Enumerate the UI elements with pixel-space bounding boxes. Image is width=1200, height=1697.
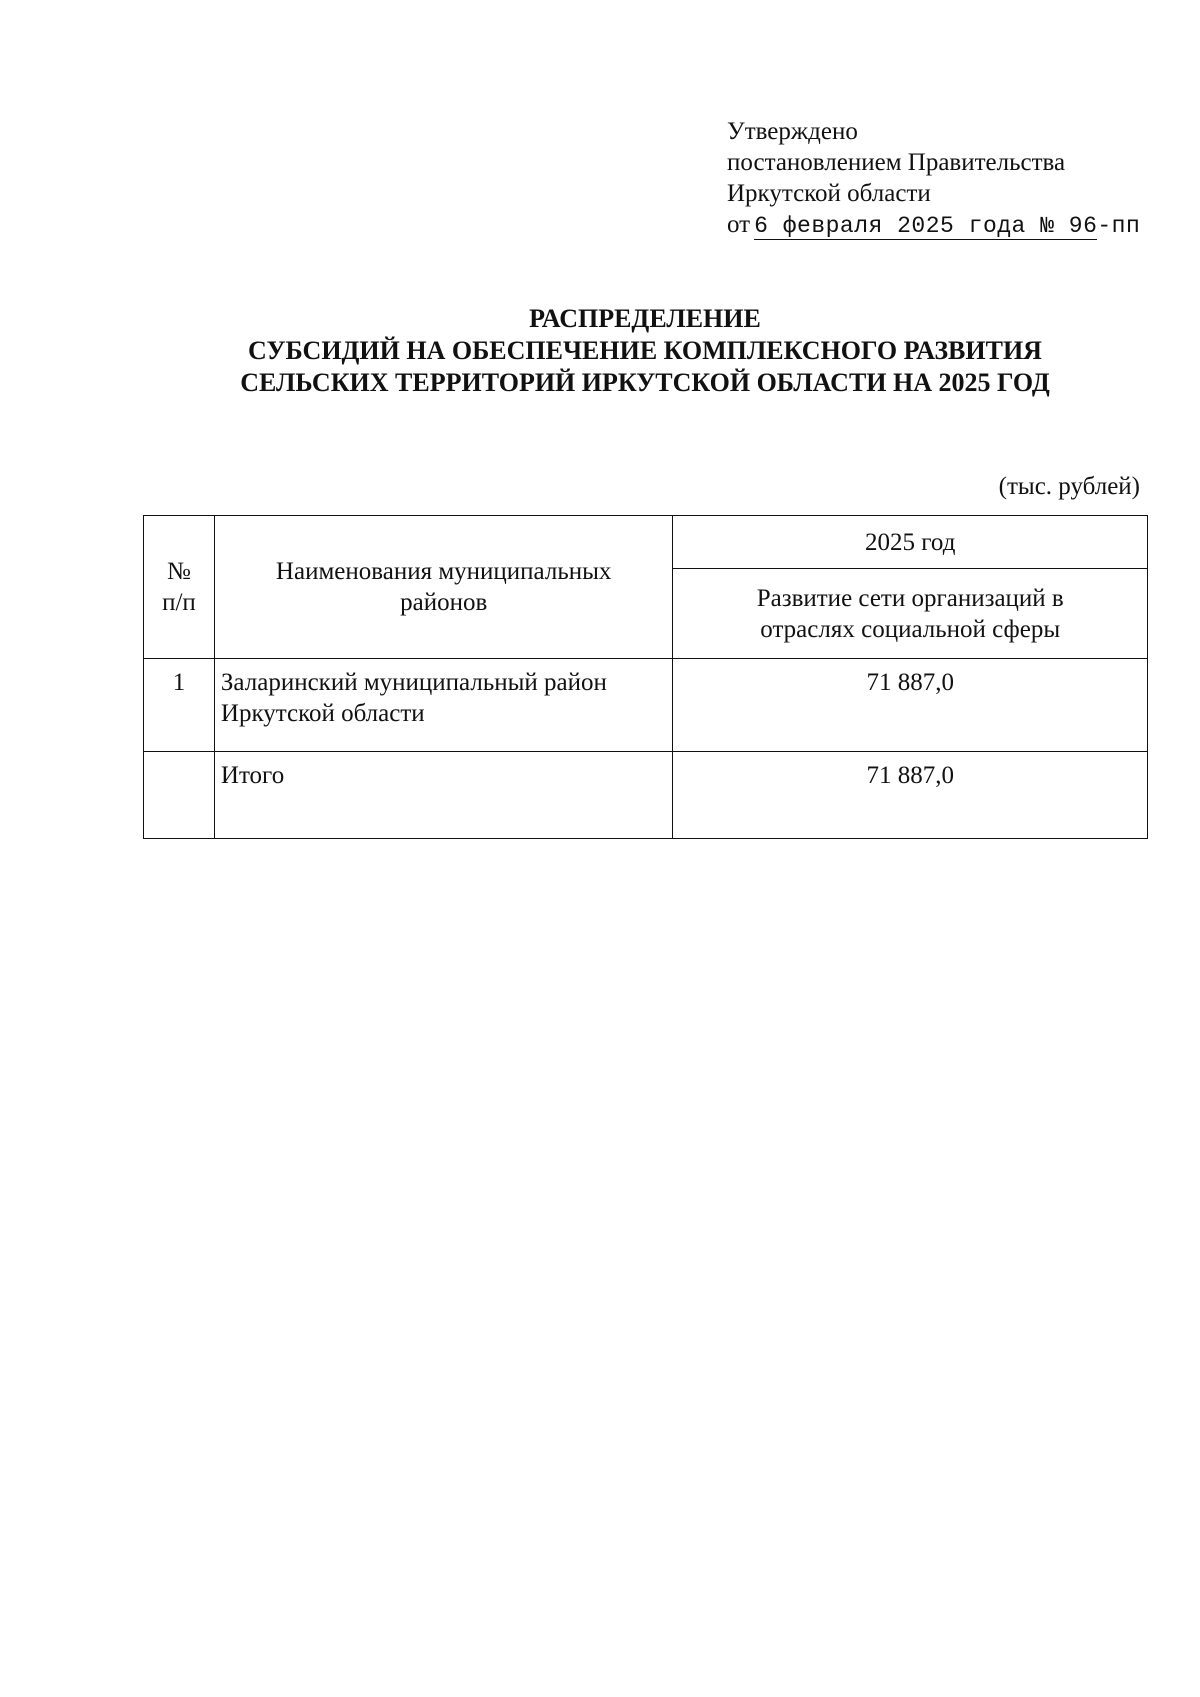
approval-date-line [727,209,1140,242]
row-num: 1 [144,659,215,752]
title-line-1: РАСПРЕДЕЛЕНИЕ [529,304,761,333]
approval-number: № 96 [1025,213,1098,239]
row-district-name: Заларинский муниципальный район Иркутской области [214,659,673,752]
approval-date-stamp [754,213,1140,239]
row-value: 71 887,0 [673,659,1148,752]
header-name-text: Наименования муниципальных районов [275,558,612,616]
header-row-top [144,516,1148,569]
total-num [144,752,215,839]
approval-line-approved: Утверждено [727,118,858,145]
approval-line-resolution: постановлением Правительства [727,149,1066,176]
title-line-2: СУБСИДИЙ НА ОБЕСПЕЧЕНИЕ КОМПЛЕКСНОГО РАЗВИТИЯ [248,336,1042,365]
document-title [130,303,1160,399]
approval-date-prefix: от [727,211,751,238]
header-subcategory-text: Развитие сети организаций в отраслях социальной сферы [756,584,1064,643]
header-subcategory [673,569,1148,659]
header-name [214,516,673,659]
total-value: 71 887,0 [673,752,1148,839]
approval-number-suffix: -пп [1097,213,1141,239]
approval-date-underlined [754,213,1097,240]
header-year: 2025 год [673,516,1148,569]
distribution-table [143,515,1148,839]
total-row [144,752,1148,839]
total-label: Итого [214,752,673,839]
units-label: (тыс. рублей) [998,473,1140,500]
approval-line-region: Иркутской области [727,180,931,207]
approval-block [727,116,1140,242]
approval-date-value: 6 февраля 2025 года [754,213,1026,239]
table-row [144,659,1148,752]
header-num-sign: № [167,558,191,585]
title-line-3: СЕЛЬСКИХ ТЕРРИТОРИЙ ИРКУТСКОЙ ОБЛАСТИ НА 2025 ГОД [240,368,1050,397]
header-num [144,516,215,659]
header-num-abbr: п/п [162,589,196,616]
